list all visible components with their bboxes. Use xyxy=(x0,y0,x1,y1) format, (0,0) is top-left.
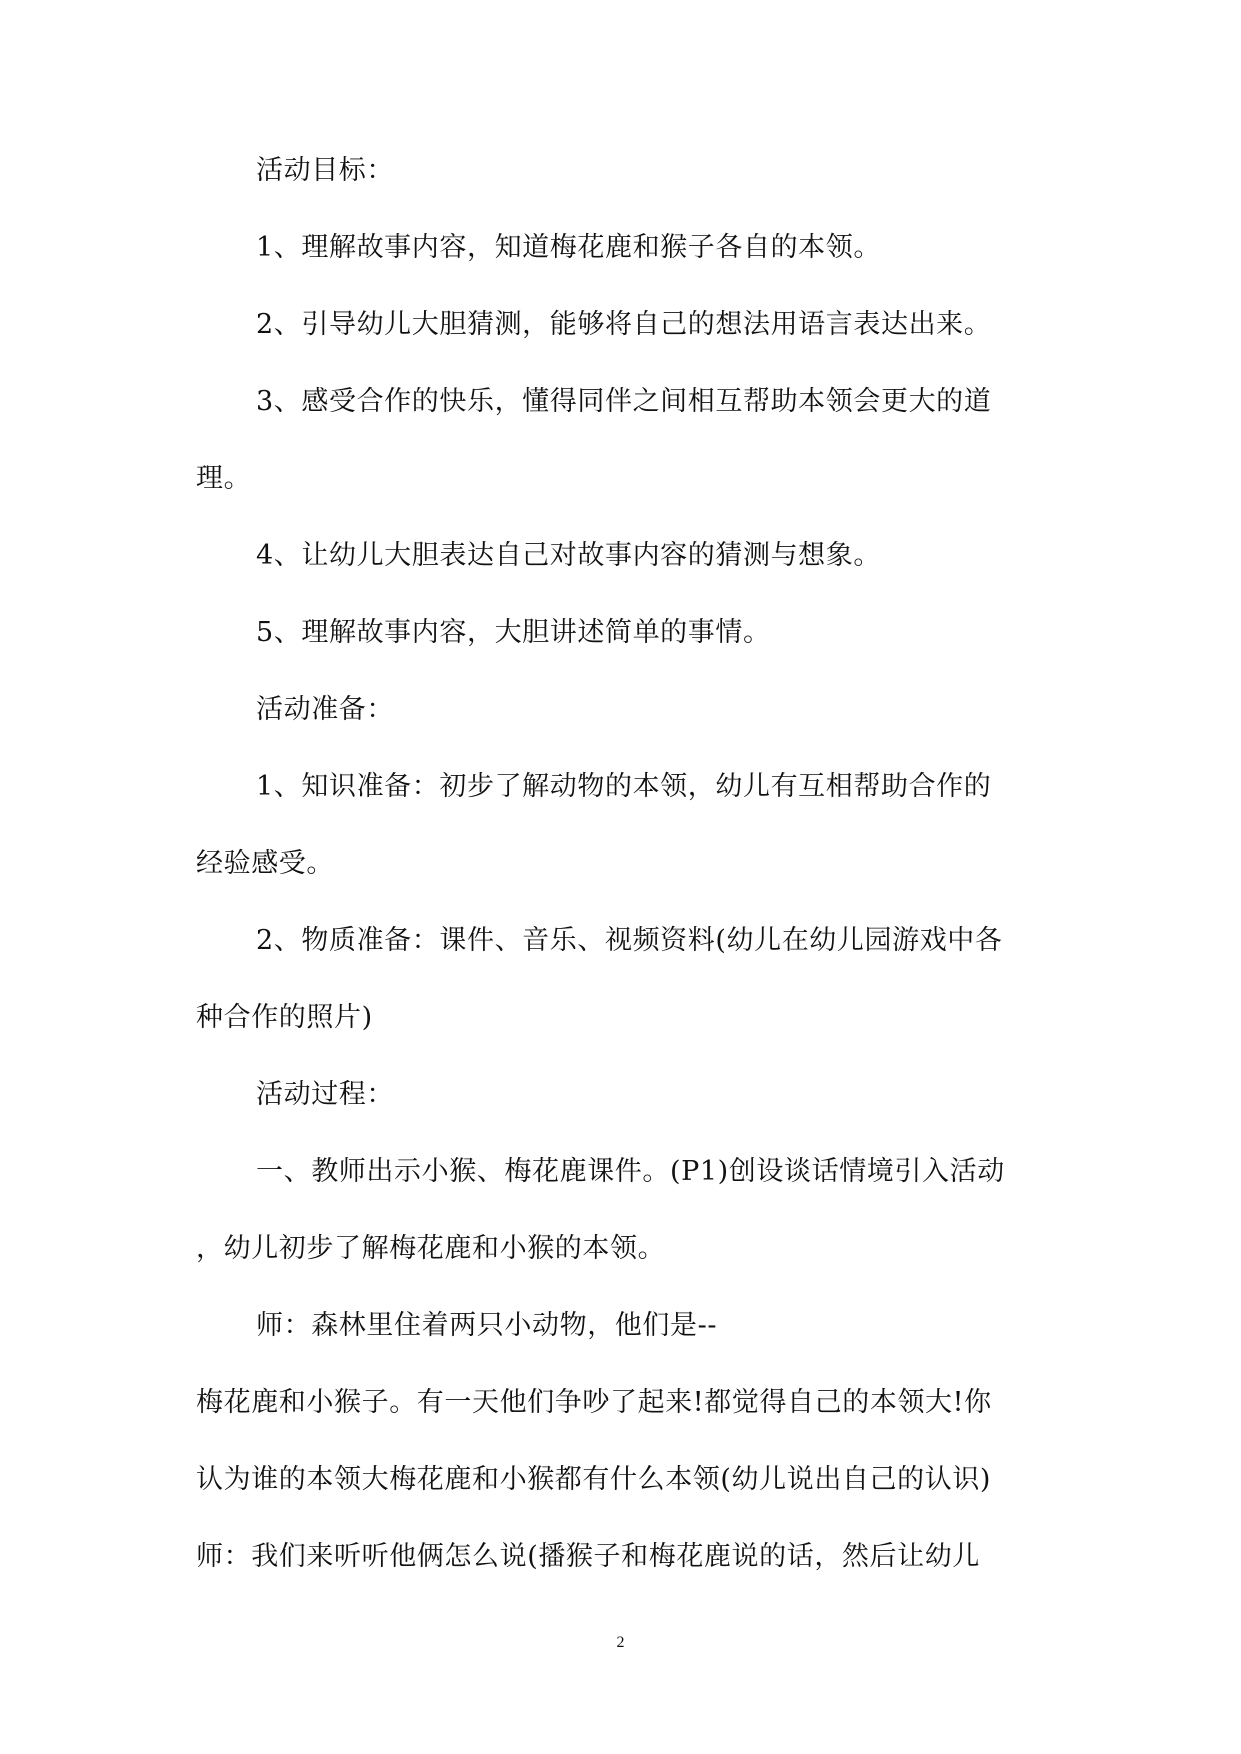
paragraph-line: 师：我们来听听他俩怎么说(播猴子和梅花鹿说的话，然后让幼儿 xyxy=(196,1541,980,1572)
paragraph-line: 3、感受合作的快乐，懂得同伴之间相互帮助本领会更大的道 xyxy=(256,386,992,417)
section-heading-preparation: 活动准备： xyxy=(256,694,394,725)
paragraph-line: 4、让幼儿大胆表达自己对故事内容的猜测与想象。 xyxy=(256,540,881,571)
paragraph-line: 1、理解故事内容，知道梅花鹿和猴子各自的本领。 xyxy=(256,232,881,263)
paragraph-line: 2、物质准备：课件、音乐、视频资料(幼儿在幼儿园游戏中各 xyxy=(256,925,1003,956)
section-heading-goals: 活动目标： xyxy=(256,155,394,186)
paragraph-line: 梅花鹿和小猴子。有一天他们争吵了起来!都觉得自己的本领大!你 xyxy=(196,1387,992,1418)
paragraph-line: 2、引导幼儿大胆猜测，能够将自己的想法用语言表达出来。 xyxy=(256,309,992,340)
paragraph-line: 一、教师出示小猴、梅花鹿课件。(P1)创设谈话情境引入活动 xyxy=(256,1156,1005,1187)
paragraph-line: 经验感受。 xyxy=(196,848,334,879)
paragraph-line: 理。 xyxy=(196,463,252,494)
paragraph-line: 1、知识准备：初步了解动物的本领，幼儿有互相帮助合作的 xyxy=(256,771,992,802)
section-heading-process: 活动过程： xyxy=(256,1079,394,1110)
paragraph-line: 师：森林里住着两只小动物，他们是-- xyxy=(256,1310,718,1341)
paragraph-line: 认为谁的本领大梅花鹿和小猴都有什么本领(幼儿说出自己的认识) xyxy=(196,1464,992,1495)
page-number: 2 xyxy=(616,1634,625,1651)
paragraph-line: ，幼儿初步了解梅花鹿和小猴的本领。 xyxy=(196,1233,666,1264)
paragraph-line: 5、理解故事内容，大胆讲述简单的事情。 xyxy=(256,617,771,648)
paragraph-line: 种合作的照片) xyxy=(196,1002,373,1033)
